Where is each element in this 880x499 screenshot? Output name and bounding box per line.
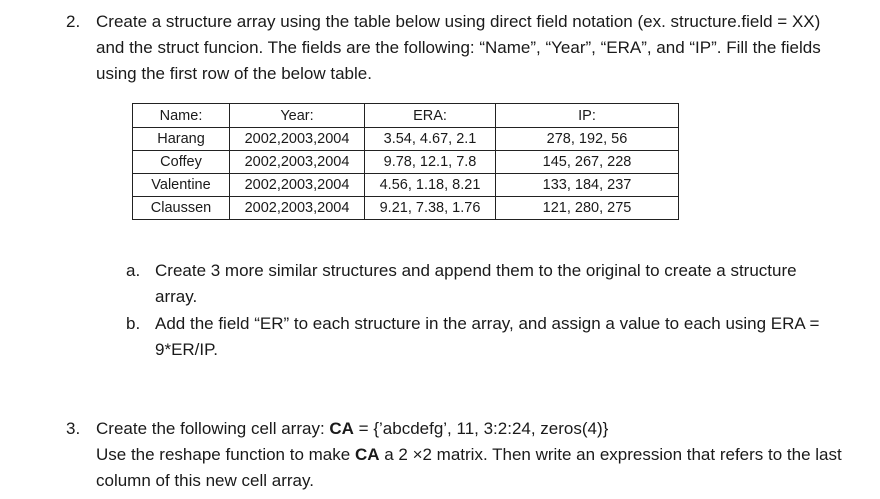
cell-year: 2002,2003,2004 (230, 151, 365, 174)
cell-year: 2002,2003,2004 (230, 197, 365, 220)
header-name: Name: (133, 104, 230, 128)
subquestion-a-text: Create 3 more similar structures and append them to the original to create a structure array. (155, 261, 797, 306)
cell-year: 2002,2003,2004 (230, 128, 365, 151)
question-2-number: 2. (66, 12, 81, 31)
q3-var-name-2: CA (354, 445, 380, 464)
question-3-line-2 (96, 442, 846, 494)
cell-ip: 278, 192, 56 (496, 128, 679, 151)
cell-era: 3.54, 4.67, 2.1 (365, 128, 496, 151)
cell-year: 2002,2003,2004 (230, 174, 365, 197)
subquestion-a (126, 258, 826, 310)
q3-line2-prefix: Use the reshape function to make (96, 445, 355, 464)
cell-ip: 121, 280, 275 (496, 197, 679, 220)
player-stats-table (132, 103, 679, 220)
table-row (133, 197, 679, 220)
cell-ip: 133, 184, 237 (496, 174, 679, 197)
q3-var-name: CA (329, 419, 354, 438)
table-row (133, 151, 679, 174)
question-2 (66, 9, 846, 87)
header-era: ERA: (365, 104, 496, 128)
q3-line2-suffix: a 2 ×2 matrix. Then write an expression that refers to the last column of this new cell array. (96, 445, 842, 490)
subquestion-b (126, 311, 826, 363)
cell-era: 4.56, 1.18, 8.21 (365, 174, 496, 197)
header-year: Year: (230, 104, 365, 128)
question-2-text: Create a structure array using the table below using direct field notation (ex. structure.field = XX) and the struct funcion. The fields are the following: “Name”, “Year”, “ERA”, and “IP”. Fill the fields using the first row of the below table. (96, 12, 821, 83)
subquestion-b-label: b. (126, 314, 141, 333)
cell-name: Coffey (133, 151, 230, 174)
header-ip: IP: (496, 104, 679, 128)
subquestion-a-label: a. (126, 261, 141, 280)
table-row (133, 174, 679, 197)
question-3-text (96, 416, 846, 494)
q3-line1-suffix: = {’abcdefg’, 11, 3:2:24, zeros(4)} (353, 419, 609, 438)
question-3 (66, 416, 846, 494)
q3-line1-prefix: Create the following cell array: (96, 419, 330, 438)
cell-name: Valentine (133, 174, 230, 197)
cell-ip: 145, 267, 228 (496, 151, 679, 174)
cell-name: Harang (133, 128, 230, 151)
table-header-row (133, 104, 679, 128)
table-row (133, 128, 679, 151)
subquestion-b-text: Add the field “ER” to each structure in the array, and assign a value to each using ERA = 9*ER/IP. (155, 314, 820, 359)
cell-era: 9.78, 12.1, 7.8 (365, 151, 496, 174)
cell-name: Claussen (133, 197, 230, 220)
cell-era: 9.21, 7.38, 1.76 (365, 197, 496, 220)
question-3-number: 3. (66, 419, 81, 438)
question-3-line-1 (96, 416, 846, 442)
